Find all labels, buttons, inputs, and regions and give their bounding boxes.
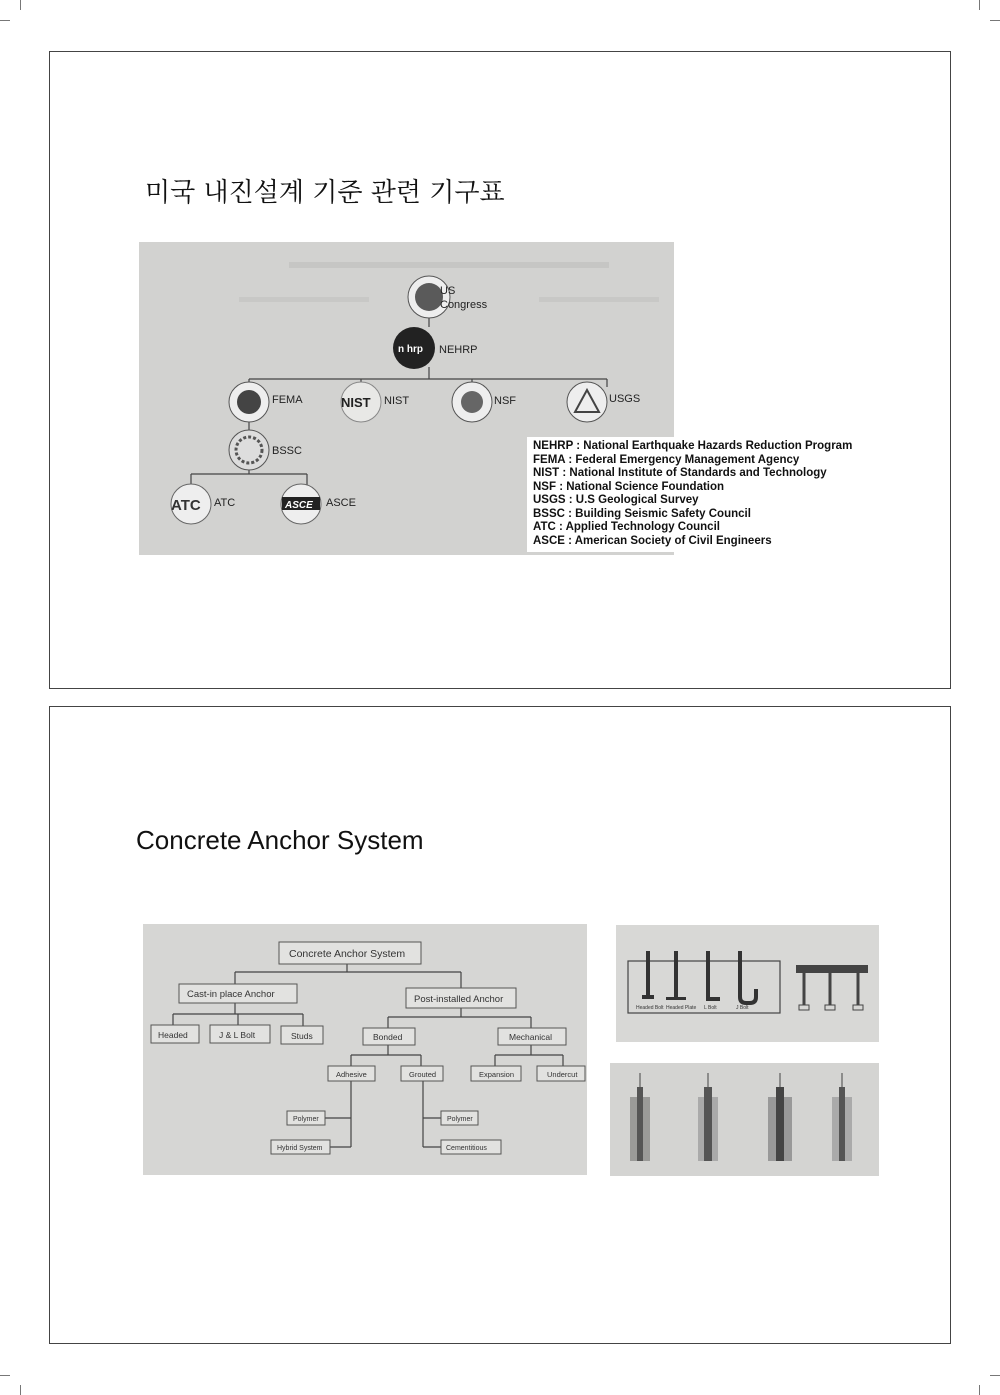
legend-item: NIST : National Institute of Standards and Technology: [533, 467, 827, 479]
svg-text:Headed Plate: Headed Plate: [666, 1005, 697, 1011]
svg-text:Headed Bolt: Headed Bolt: [636, 1005, 664, 1011]
svg-text:Hybrid System: Hybrid System: [277, 1145, 323, 1152]
bssc-label: BSSC: [272, 445, 302, 457]
us-congress-label: US: [440, 285, 456, 297]
anchor-system-tree-photo: [143, 924, 587, 1175]
svg-text:Bonded: Bonded: [373, 1032, 403, 1042]
crop-mark: [0, 1375, 10, 1376]
crop-mark: [979, 0, 980, 10]
svg-text:Grouted: Grouted: [409, 1070, 437, 1079]
cast-in-anchor-figure: [616, 925, 879, 1042]
asce-label: ASCE: [326, 497, 356, 509]
svg-text:Polymer: Polymer: [293, 1116, 319, 1123]
slide-title: 미국 내진설계 기준 관련 기구표: [145, 178, 505, 208]
nist-label: NIST: [384, 395, 410, 407]
anchor-system-tree: [143, 924, 587, 1175]
nsf-label: NSF: [494, 395, 516, 407]
legend-item: NEHRP : National Earthquake Hazards Reduction Program: [533, 440, 853, 452]
slide-2: [49, 706, 951, 1344]
svg-text:Adhesive: Adhesive: [336, 1070, 367, 1079]
svg-text:Post-installed Anchor: Post-installed Anchor: [414, 994, 504, 1005]
fema-label: FEMA: [272, 394, 303, 406]
svg-text:Studs: Studs: [291, 1031, 313, 1041]
node-root-label: Concrete Anchor System: [289, 948, 406, 960]
crop-mark: [20, 0, 21, 10]
svg-text:Cast-in place Anchor: Cast-in place Anchor: [187, 989, 275, 1000]
crop-mark: [0, 20, 10, 21]
slide-title: Concrete Anchor System: [136, 825, 424, 855]
legend-item: NSF : National Science Foundation: [533, 480, 725, 493]
svg-text:J & L Bolt: J & L Bolt: [219, 1030, 256, 1040]
crop-mark: [990, 1375, 1000, 1376]
svg-text:L Bolt: L Bolt: [704, 1005, 717, 1011]
svg-text:J Bolt: J Bolt: [736, 1005, 749, 1011]
svg-text:Expansion: Expansion: [479, 1070, 515, 1079]
slide-1: [49, 51, 951, 689]
svg-text:n hrp: n hrp: [398, 344, 423, 355]
us-congress-label-2: Congress: [440, 299, 488, 311]
legend-item: ATC : Applied Technology Council: [533, 521, 720, 533]
nehrp-label: NEHRP: [439, 344, 478, 356]
crop-mark: [990, 20, 1000, 21]
svg-text:Cementitious: Cementitious: [446, 1145, 487, 1152]
usgs-label: USGS: [609, 393, 641, 405]
legend-item: FEMA : Federal Emergency Management Agency: [533, 453, 800, 466]
post-installed-anchor-drawing: [610, 1063, 879, 1176]
legend-item: BSSC : Building Seismic Safety Council: [533, 507, 751, 520]
crop-mark: [20, 1385, 21, 1395]
crop-mark: [979, 1385, 980, 1395]
legend-item: USGS : U.S Geological Survey: [533, 494, 699, 506]
legend-item: ASCE : American Society of Civil Engineers: [533, 534, 772, 547]
svg-text:Undercut: Undercut: [547, 1070, 578, 1079]
atc-label: ATC: [214, 497, 236, 509]
svg-text:ATC: ATC: [171, 497, 201, 514]
svg-text:Polymer: Polymer: [447, 1116, 473, 1123]
cast-in-anchor-drawing: [616, 925, 879, 1042]
post-installed-anchor-figure: [610, 1063, 879, 1176]
svg-text:ASCE: ASCE: [285, 500, 313, 511]
svg-text:Mechanical: Mechanical: [509, 1032, 552, 1042]
svg-text:NIST: NIST: [341, 395, 371, 410]
svg-text:Headed: Headed: [158, 1030, 188, 1040]
abbreviation-legend: [527, 437, 858, 552]
